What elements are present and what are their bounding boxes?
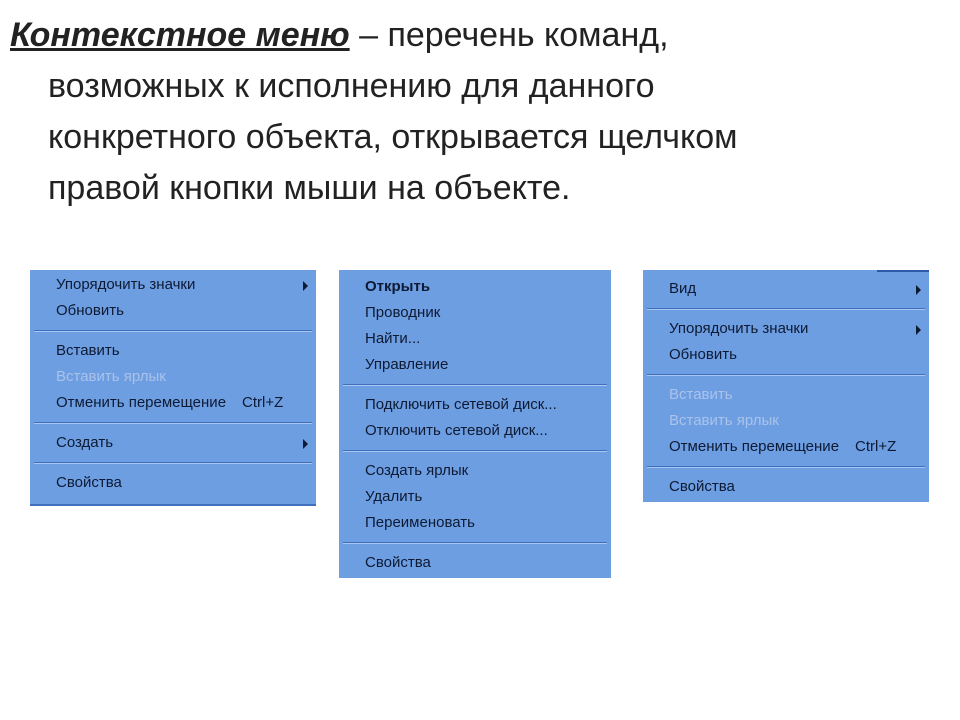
menu-item-properties[interactable]	[30, 470, 316, 496]
menu-separator	[647, 308, 925, 310]
menu-item-paste[interactable]	[30, 338, 316, 364]
menu-item-label: Упорядочить значки	[669, 320, 809, 337]
menu-item-paste-shortcut	[643, 408, 929, 434]
menu-item-properties[interactable]	[339, 550, 611, 576]
menu-separator	[647, 374, 925, 376]
submenu-arrow-icon	[303, 281, 308, 291]
menu-item-paste-shortcut	[30, 364, 316, 390]
menu-item-arrange-icons[interactable]	[30, 272, 316, 298]
menu-item-create-shortcut[interactable]	[339, 458, 611, 484]
menu-item-open[interactable]	[339, 274, 611, 300]
menu-item-find[interactable]	[339, 326, 611, 352]
menu-item-label: Вставить ярлык	[669, 412, 779, 429]
menu-item-label: Обновить	[56, 302, 124, 319]
menu-item-refresh[interactable]	[30, 298, 316, 324]
menu-item-label: Вид	[669, 280, 697, 297]
menu-item-label: Свойства	[365, 554, 431, 571]
menu-item-map-network-drive[interactable]	[339, 392, 611, 418]
menu-item-label: Отключить сетевой диск...	[365, 422, 548, 439]
menu-separator	[343, 450, 607, 452]
menu-item-label: Свойства	[56, 474, 122, 491]
menu-item-arrange-icons[interactable]	[643, 316, 929, 342]
desktop-context-menu	[30, 270, 316, 506]
menu-item-label: Создать	[56, 434, 114, 451]
menu-item-label: Открыть	[365, 278, 431, 295]
menu-item-manage[interactable]	[339, 352, 611, 378]
menu-item-refresh[interactable]	[643, 342, 929, 368]
submenu-arrow-icon	[916, 285, 921, 295]
menu-item-undo-move[interactable]	[30, 390, 316, 416]
intro-term: Контекстное меню	[10, 16, 350, 54]
menu-item-delete[interactable]	[339, 484, 611, 510]
submenu-arrow-icon	[916, 325, 921, 335]
menu-edge	[877, 270, 929, 272]
menu-item-rename[interactable]	[339, 510, 611, 536]
menu-item-disconnect-network-drive[interactable]	[339, 418, 611, 444]
menu-item-label: Отменить перемещение	[669, 438, 840, 455]
menu-item-undo-move[interactable]	[643, 434, 929, 460]
menu-item-label: Подключить сетевой диск...	[365, 396, 557, 413]
menu-item-new[interactable]	[30, 430, 316, 456]
menu-item-explorer[interactable]	[339, 300, 611, 326]
menu-item-label: Вставить	[669, 386, 733, 403]
submenu-arrow-icon	[303, 439, 308, 449]
menu-separator	[343, 384, 607, 386]
menu-item-label: Найти...	[365, 330, 421, 347]
menu-separator	[34, 330, 312, 332]
intro-definition-start: – перечень команд,	[349, 16, 669, 54]
intro-line-3: конкретного объекта, открывается щелчком	[48, 118, 738, 156]
object-context-menu	[339, 270, 611, 578]
menu-item-shortcut: Ctrl+Z	[855, 438, 897, 455]
folder-context-menu	[643, 270, 929, 502]
menu-item-label: Упорядочить значки	[56, 276, 196, 293]
menu-separator	[34, 422, 312, 424]
menu-item-label: Переименовать	[365, 514, 475, 531]
menu-item-label: Вставить ярлык	[56, 368, 166, 385]
menu-item-label: Обновить	[669, 346, 737, 363]
menu-separator	[647, 466, 925, 468]
intro-line-2: возможных к исполнению для данного	[48, 67, 655, 105]
menu-item-paste	[643, 382, 929, 408]
menu-separator	[343, 542, 607, 544]
intro-line-4: правой кнопки мыши на объекте.	[48, 169, 571, 207]
menu-item-properties[interactable]	[643, 474, 929, 500]
menu-item-label: Вставить	[56, 342, 120, 359]
menu-separator	[34, 462, 312, 464]
intro-text	[10, 10, 910, 214]
menu-item-label: Удалить	[365, 488, 423, 505]
menu-item-label: Свойства	[669, 478, 735, 495]
menu-item-label: Создать ярлык	[365, 462, 469, 479]
menu-item-label: Отменить перемещение	[56, 394, 227, 411]
menu-item-shortcut: Ctrl+Z	[242, 394, 284, 411]
menu-item-view[interactable]	[643, 276, 929, 302]
menu-item-label: Проводник	[365, 304, 441, 321]
menu-item-label: Управление	[365, 356, 449, 373]
intro-line-1	[10, 10, 910, 61]
